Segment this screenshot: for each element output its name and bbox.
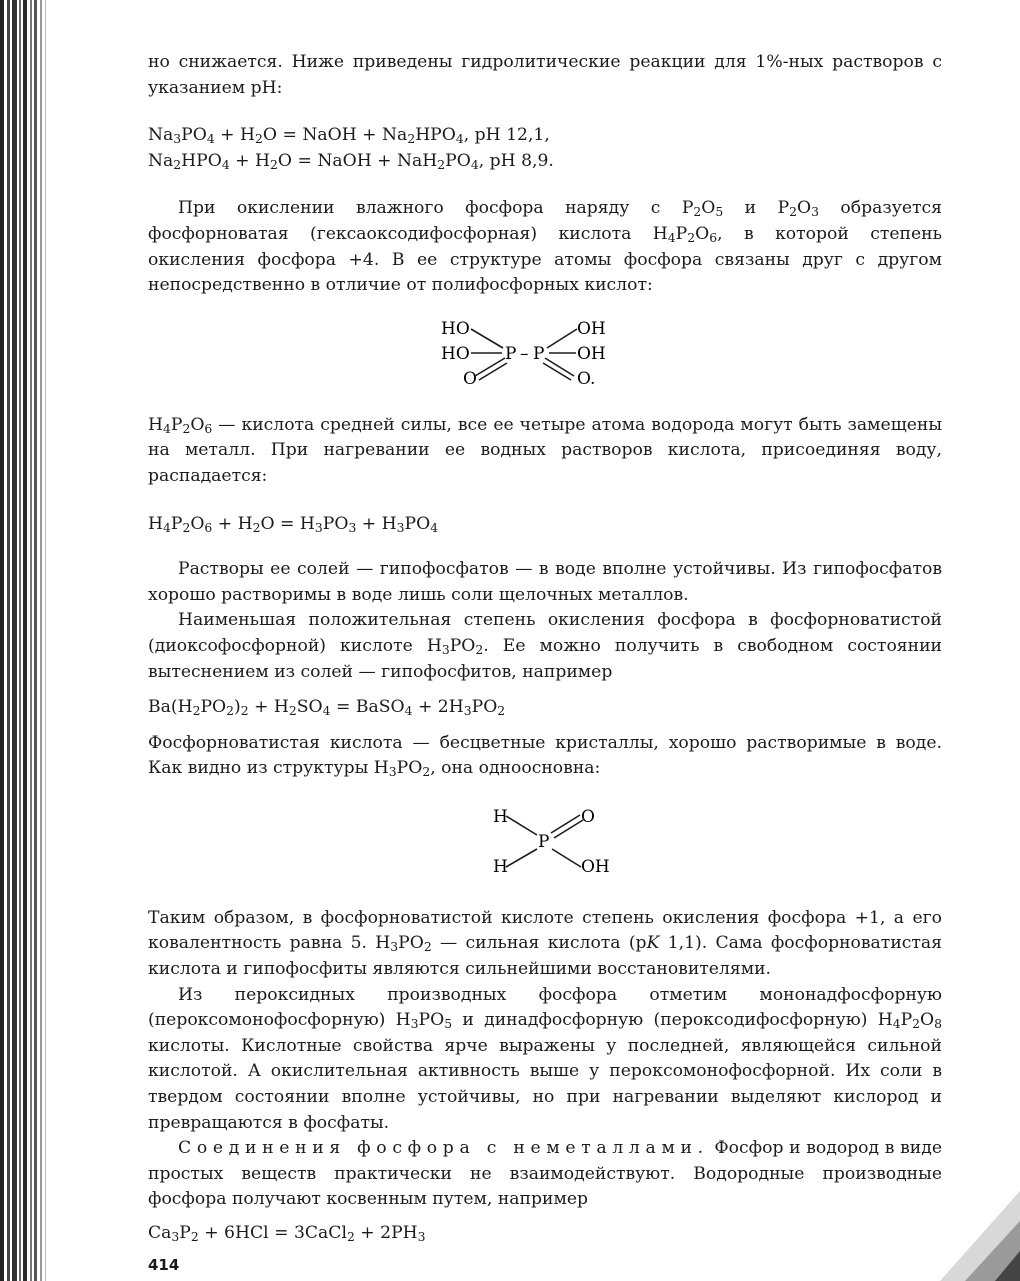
- structure-h4p2o6: [435, 313, 655, 405]
- label-p-left: P: [505, 343, 517, 364]
- section-heading-spaced: Соединения фосфора с неметаллами.: [178, 1138, 709, 1159]
- label-h-top: H: [493, 806, 508, 827]
- equation-phosphine: $Ca_3P_2 + 6HCl$ = 3CaCl$_2$ + $2PH_3$: [148, 1223, 426, 1245]
- label-o: O: [581, 806, 595, 827]
- label-ho-top: HO: [441, 318, 470, 339]
- structure-h3po2: [465, 802, 625, 886]
- page-number: 414: [148, 1256, 180, 1274]
- paragraph-h3po2-properties: Таким образом, в фосфорноватистой кислоте степень окисления фосфора +1, а его ковалентность равна 5. $H_3PO_2$ — сильная кислота (pK 1,1). Сама фосфорноватистая кислота и гипофосфиты являются сильнейшими восстановителями.: [148, 907, 942, 980]
- label-p-right: P: [533, 343, 545, 364]
- equation-na2hpo4-hydrolysis: $Na_2HPO_4 + H_2O$ = NaOH + $NaH_2PO_4$, pH 8,9.: [148, 150, 554, 172]
- page-corner-shadow: [940, 1191, 1020, 1281]
- equation-ba-hypophosphite: $Ba(H_2PO_2)_2 + H_2SO_4$ = BaSO$_4$ + $2H_3PO_2$: [148, 697, 506, 719]
- paragraph-nonmetal-compounds: Соединения фосфора с неметаллами. Фосфор и водород в виде простых веществ практически не взаимодействуют. Водородные производные фосфора получают косвенным путем, например: [148, 1138, 942, 1210]
- label-o-left: O: [463, 368, 477, 389]
- label-p: P: [538, 831, 550, 852]
- paragraph-intro: но снижается. Ниже приведены гидролитические реакции для 1%-ных растворов с указанием pH:: [148, 52, 942, 98]
- equation-na3po4-hydrolysis: $Na_3PO_4 + H_2O$ = NaOH + $Na_2HPO_4$, pH 12,1,: [148, 125, 550, 147]
- label-o-right: O.: [577, 368, 596, 389]
- paragraph-h3po2-crystals: Фосфорноватистая кислота — бесцветные кристаллы, хорошо растворимые в воде. Как видно из структуры $H_3PO_2$, она одноосновна:: [148, 732, 942, 780]
- label-dash: –: [520, 343, 529, 364]
- paragraph-peroxide-derivatives: Из пероксидных производных фосфора отметим мононадфосфорную (пероксомонофосфорную) $H_3PO_5$ и динадфосфорную (пероксодифосфорную) $H_4P_2O_8$ кислоты. Кислотные свойства ярче выражены у последней, являющейся сильной кислотой. А окислительная активность выше у пероксомонофосфорной. Их соли в твердом состоянии вполне устойчивы, но при нагревании выделяют кислород и превращаются в фосфаты.: [148, 984, 942, 1133]
- label-oh-mid: OH: [577, 343, 606, 364]
- equation-h4p2o6-decomposition: $H_4P_2O_6 + H_2O = H_3PO_3 + H_3PO_4$: [148, 513, 439, 535]
- label-oh: OH: [581, 856, 610, 877]
- paragraph-hypophosphoric-acid: При окислении влажного фосфора наряду с $P_2O_5$ и $P_2O_3$ образуется фосфорноватая (гексаоксодифосфорная) кислота $H_4P_2O_6$, в которой степень окисления фосфора +4. В ее структуре атомы фосфора связаны друг с другом непосредственно в отличие от полифосфорных кислот:: [148, 198, 942, 296]
- paragraph-h4p2o6-properties: $H_4P_2O_6$ — кислота средней силы, все ее четыре атома водорода могут быть замещены на металл. При нагревании ее водных растворов кислота, присоединяя воду, распадается:: [148, 414, 942, 486]
- label-oh-top: OH: [577, 318, 606, 339]
- label-h-bottom: H: [493, 856, 508, 877]
- binding-edge: [0, 0, 58, 1281]
- paragraph-hypophosphorous-acid: Наименьшая положительная степень окисления фосфора в фосфорноватистой (диоксофосфорной) кислоте $H_3PO_2$. Ее можно получить в свободном состоянии вытеснением из солей — гипофосфитов, например: [148, 610, 943, 682]
- text-page: [148, 50, 942, 1247]
- label-ho-mid: HO: [441, 343, 470, 364]
- paragraph-hypophosphates: Растворы ее солей — гипофосфатов — в воде вполне устойчивы. Из гипофосфатов хорошо растворимы в воде лишь соли щелочных металлов.: [148, 559, 942, 605]
